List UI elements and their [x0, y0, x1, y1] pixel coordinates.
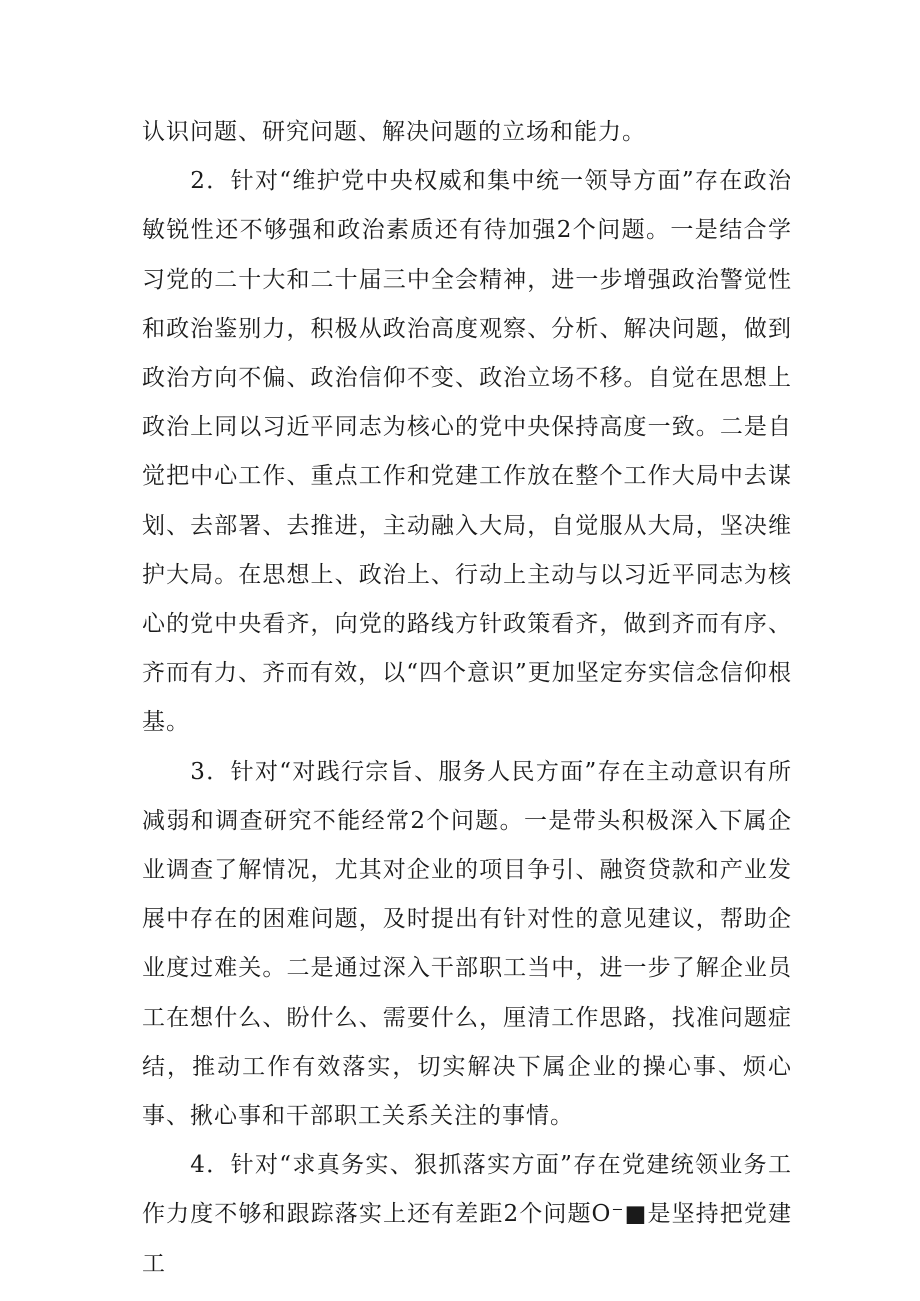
paragraph-item-4: 4．针对“求真务实、狠抓落实方面”存在党建统领业务工作力度不够和跟踪落实上还有差距2个问题O⁻■是坚持把党建工 [142, 1152, 792, 1277]
document-body [142, 108, 792, 1289]
paragraph-item-2: 2．针对“维护党中央权威和集中统一领导方面”存在政治敏锐性还不够强和政治素质还有待加强2个问题。一是结合学习党的二十大和二十届三中全会精神，进一步增强政治警觉性和政治鉴别力，积极从政治高度观察、分析、解决问题，做到政治方向不偏、政治信仰不变、政治立场不移。自觉在思想上政治上同以习近平同志为核心的党中央保持高度一致。二是自觉把中心工作、重点工作和党建工作放在整个工作大局中去谋划、去部署、去推进，主动融入大局，自觉服从大局，坚决维护大局。在思想上、政治上、行动上主动与以习近平同志为核心的党中央看齐，向党的路线方针政策看齐，做到齐而有序、齐而有力、齐而有效，以“四个意识”更加坚定夯实信念信仰根基。 [142, 168, 792, 736]
paragraph-item-3: 3．针对“对践行宗旨、服务人民方面”存在主动意识有所减弱和调查研究不能经常2个问题。一是带头积极深入下属企业调查了解情况，尤其对企业的项目争引、融资贷款和产业发展中存在的困难问题，及时提出有针对性的意见建议，帮助企业度过难关。二是通过深入干部职工当中，进一步了解企业员工在想什么、盼什么、需要什么，厘清工作思路，找准问题症结，推动工作有效落实，切实解决下属企业的操心事、烦心事、揪心事和干部职工关系关注的事情。 [142, 758, 792, 1130]
paragraph-continuation: 认识问题、研究问题、解决问题的立场和能力。 [142, 119, 646, 145]
